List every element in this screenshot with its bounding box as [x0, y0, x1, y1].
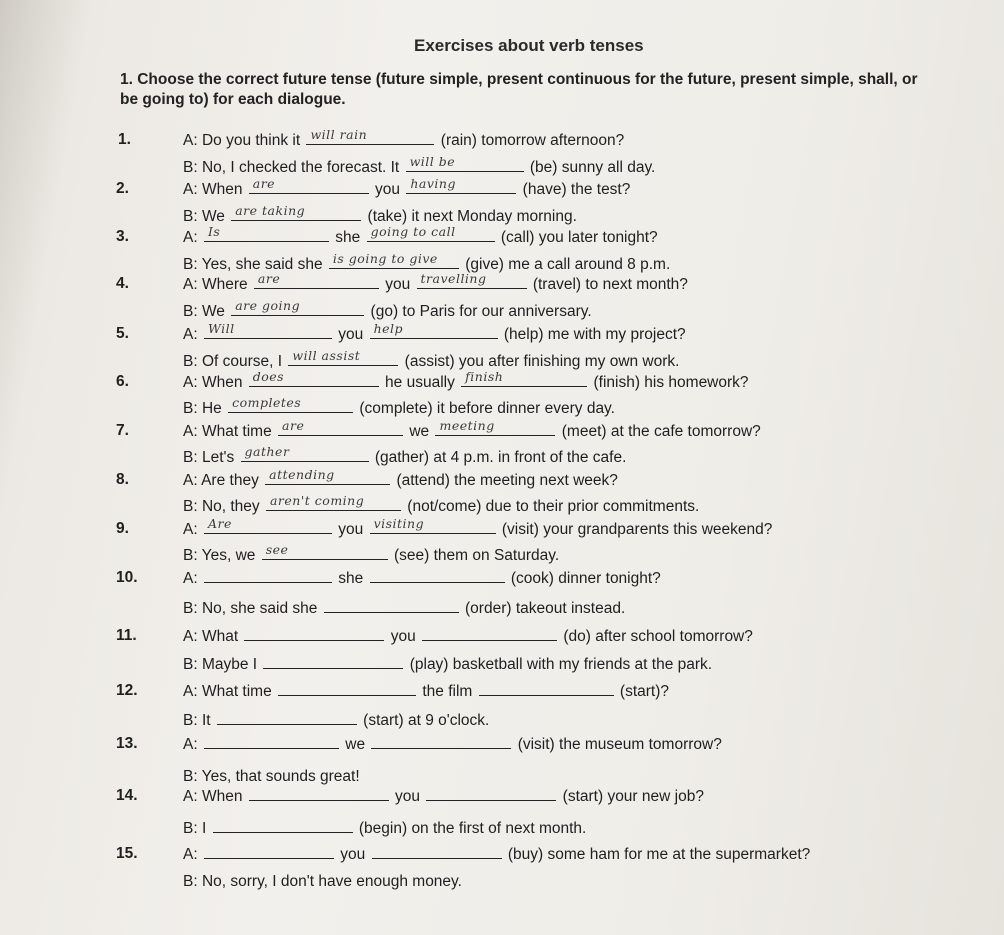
dialogue-line-a: [183, 786, 704, 807]
dialogue-line-a: [183, 467, 618, 491]
dialogue-text: she: [330, 229, 365, 246]
dialogue-text: A: When: [183, 374, 247, 391]
dialogue-text: B: Let's: [183, 449, 239, 466]
dialogue-line-a: [183, 734, 722, 755]
handwritten-answer: going to call: [370, 224, 456, 239]
answer-blank[interactable]: [435, 418, 555, 436]
answer-blank[interactable]: [278, 418, 403, 436]
handwritten-answer: aren't coming: [269, 493, 365, 508]
handwritten-answer: finish: [465, 369, 504, 384]
dialogue-text: A: What time: [183, 683, 277, 700]
dialogue-text: A:: [183, 229, 202, 246]
dialogue-text: (take) it next Monday morning.: [363, 208, 577, 225]
answer-blank[interactable]: [249, 786, 389, 801]
dialogue-line-a: [183, 127, 625, 151]
dialogue-line-a: [183, 516, 773, 540]
answer-blank[interactable]: [461, 369, 587, 387]
dialogue-text: B: No, sorry, I don't have enough money.: [183, 873, 462, 890]
dialogue-text: you: [386, 628, 421, 645]
handwritten-answer: travelling: [420, 271, 487, 286]
dialogue-text: B: He: [183, 400, 227, 417]
dialogue-text: we: [405, 423, 434, 440]
dialogue-text: A:: [183, 326, 202, 343]
dialogue-text: B: Yes, she said she: [183, 256, 327, 273]
dialogue-text: (assist) you after finishing my own work.: [400, 353, 680, 370]
answer-blank[interactable]: [204, 224, 329, 242]
handwritten-answer: help: [373, 321, 404, 336]
dialogue-text: B: Maybe I: [183, 656, 262, 673]
dialogue-line-a: [183, 681, 669, 702]
dialogue-line-b: [183, 767, 360, 787]
handwritten-answer: Is: [207, 224, 221, 239]
answer-blank[interactable]: [204, 321, 332, 339]
page-title: Exercises about verb tenses: [414, 36, 644, 55]
dialogue-text: (begin) on the first of next month.: [354, 820, 587, 837]
dialogue-line-b: [183, 598, 625, 619]
answer-blank[interactable]: [479, 681, 614, 696]
dialogue-text: (gather) at 4 p.m. in front of the cafe.: [370, 449, 627, 466]
answer-blank[interactable]: [265, 467, 390, 485]
answer-blank[interactable]: [204, 516, 332, 534]
dialogue-text: we: [340, 736, 370, 753]
handwritten-answer: having: [410, 176, 456, 191]
dialogue-line-b: [183, 710, 489, 731]
item-number: 13.: [116, 735, 138, 752]
answer-blank[interactable]: [213, 818, 353, 833]
dialogue-text: A: When: [183, 788, 247, 805]
dialogue-text: A:: [183, 736, 202, 753]
dialogue-text: (start) your new job?: [558, 788, 704, 805]
dialogue-text: you: [370, 181, 405, 198]
item-number: 6.: [116, 373, 129, 390]
dialogue-text: A: When: [183, 181, 247, 198]
dialogue-text: (order) takeout instead.: [460, 600, 626, 617]
answer-blank[interactable]: [262, 542, 388, 560]
dialogue-text: (start) at 9 o'clock.: [358, 712, 490, 729]
answer-blank[interactable]: [367, 224, 495, 242]
dialogue-line-a: [183, 369, 749, 393]
dialogue-text: (finish) his homework?: [589, 374, 749, 391]
dialogue-text: (attend) the meeting next week?: [392, 472, 618, 489]
answer-blank[interactable]: [231, 203, 361, 221]
dialogue-text: A: Are they: [183, 472, 264, 489]
dialogue-line-b: [183, 872, 462, 892]
dialogue-text: A: What time: [183, 423, 277, 440]
dialogue-text: (call) you later tonight?: [496, 229, 658, 246]
answer-blank[interactable]: [288, 348, 398, 366]
dialogue-text: A: Where: [183, 276, 252, 293]
dialogue-text: he usually: [380, 374, 460, 391]
answer-blank[interactable]: [249, 176, 369, 194]
answer-blank[interactable]: [204, 734, 339, 749]
dialogue-text: B: We: [183, 303, 230, 320]
answer-blank[interactable]: [406, 154, 524, 172]
dialogue-line-b: [183, 654, 712, 675]
exercise-instruction: 1. Choose the correct future tense (future simple, present continuous for the future, present simple, shall, or be going to) for each dialogue.: [120, 71, 918, 108]
dialogue-text: (start)?: [615, 683, 670, 700]
answer-blank[interactable]: [278, 681, 416, 696]
dialogue-text: (see) them on Saturday.: [389, 547, 560, 564]
dialogue-text: you: [390, 788, 425, 805]
dialogue-text: B: Yes, that sounds great!: [183, 768, 360, 785]
dialogue-text: (visit) the museum tomorrow?: [513, 736, 722, 753]
answer-blank[interactable]: [263, 654, 403, 669]
answer-blank[interactable]: [370, 516, 496, 534]
dialogue-text: (meet) at the cafe tomorrow?: [557, 423, 761, 440]
dialogue-line-b: [183, 542, 560, 566]
answer-blank[interactable]: [228, 395, 353, 413]
dialogue-text: (help) me with my project?: [499, 326, 686, 343]
handwritten-answer: are: [252, 176, 276, 191]
answer-blank[interactable]: [426, 786, 556, 801]
answer-blank[interactable]: [370, 321, 498, 339]
handwritten-answer: are: [257, 271, 281, 286]
dialogue-text: B: I: [183, 820, 211, 837]
answer-blank[interactable]: [231, 298, 364, 316]
dialogue-text: B: We: [183, 208, 230, 225]
dialogue-line-b: [183, 818, 586, 839]
item-number: 12.: [116, 682, 138, 699]
handwritten-answer: Will: [207, 321, 235, 336]
answer-blank[interactable]: [306, 127, 434, 145]
answer-blank[interactable]: [324, 598, 459, 613]
handwritten-answer: see: [265, 542, 289, 557]
dialogue-text: (travel) to next month?: [528, 276, 688, 293]
handwritten-answer: does: [252, 369, 285, 384]
item-number: 15.: [116, 845, 138, 862]
item-number: 5.: [116, 325, 129, 342]
dialogue-text: (visit) your grandparents this weekend?: [497, 521, 773, 538]
dialogue-text: (cook) dinner tonight?: [506, 570, 661, 587]
dialogue-text: you: [380, 276, 415, 293]
answer-blank[interactable]: [244, 626, 384, 641]
dialogue-text: A:: [183, 846, 202, 863]
answer-blank[interactable]: [417, 271, 527, 289]
answer-blank[interactable]: [266, 493, 401, 511]
dialogue-text: (do) after school tomorrow?: [559, 628, 753, 645]
dialogue-text: A:: [183, 570, 202, 587]
item-number: 7.: [116, 422, 129, 439]
dialogue-text: B: It: [183, 712, 215, 729]
dialogue-text: (buy) some ham for me at the supermarket?: [503, 846, 811, 863]
answer-blank[interactable]: [204, 568, 332, 583]
item-number: 8.: [116, 471, 129, 488]
dialogue-text: (not/come) due to their prior commitments.: [402, 498, 700, 515]
dialogue-text: (be) sunny all day.: [525, 159, 656, 176]
item-number: 3.: [116, 228, 129, 245]
item-number: 4.: [116, 275, 129, 292]
dialogue-text: B: No, they: [183, 498, 264, 515]
handwritten-answer: are taking: [235, 203, 306, 218]
dialogue-line-b: [183, 493, 700, 517]
dialogue-text: (go) to Paris for our anniversary.: [366, 303, 592, 320]
handwritten-answer: gather: [244, 444, 290, 459]
answer-blank[interactable]: [329, 251, 459, 269]
dialogue-line-a: [183, 224, 658, 248]
dialogue-text: B: Of course, I: [183, 353, 287, 370]
dialogue-text: you: [335, 846, 370, 863]
handwritten-answer: will be: [409, 154, 456, 169]
dialogue-text: (give) me a call around 8 p.m.: [460, 256, 671, 273]
answer-blank[interactable]: [254, 271, 379, 289]
answer-blank[interactable]: [406, 176, 516, 194]
answer-blank[interactable]: [370, 568, 505, 583]
dialogue-text: you: [333, 326, 368, 343]
dialogue-line-b: [183, 395, 615, 419]
item-number: 14.: [116, 787, 138, 804]
dialogue-text: (rain) tomorrow afternoon?: [436, 132, 625, 149]
handwritten-answer: is going to give: [332, 251, 438, 266]
handwritten-answer: completes: [232, 395, 302, 410]
handwritten-answer: meeting: [439, 418, 495, 433]
dialogue-text: (have) the test?: [518, 181, 631, 198]
item-number: 1.: [118, 131, 131, 148]
handwritten-answer: are: [282, 418, 305, 433]
dialogue-text: A: Do you think it: [183, 132, 305, 149]
dialogue-line-a: [183, 844, 810, 865]
item-number: 11.: [116, 627, 137, 644]
answer-blank[interactable]: [241, 444, 369, 462]
dialogue-text: she: [333, 570, 368, 587]
handwritten-answer: visiting: [373, 516, 425, 531]
dialogue-text: B: No, she said she: [183, 600, 322, 617]
answer-blank[interactable]: [371, 734, 511, 749]
item-number: 10.: [116, 569, 138, 586]
dialogue-text: A:: [183, 521, 202, 538]
item-number: 9.: [116, 520, 129, 537]
answer-blank[interactable]: [249, 369, 379, 387]
handwritten-answer: will rain: [310, 127, 368, 142]
handwritten-answer: attending: [269, 467, 335, 482]
dialogue-line-a: [183, 418, 761, 442]
answer-blank[interactable]: [422, 626, 557, 641]
dialogue-text: (play) basketball with my friends at the park.: [405, 656, 713, 673]
dialogue-line-a: [183, 626, 753, 647]
dialogue-line-a: [183, 321, 686, 345]
dialogue-text: (complete) it before dinner every day.: [355, 400, 615, 417]
dialogue-text: the film: [418, 683, 477, 700]
handwritten-answer: will assist: [292, 348, 361, 363]
dialogue-text: B: Yes, we: [183, 547, 260, 564]
dialogue-text: you: [333, 521, 368, 538]
handwritten-answer: are going: [235, 298, 301, 313]
dialogue-line-a: [183, 271, 688, 295]
handwritten-answer: Are: [207, 516, 232, 531]
answer-blank[interactable]: [372, 844, 502, 859]
dialogue-text: B: No, I checked the forecast. It: [183, 159, 404, 176]
dialogue-text: A: What: [183, 628, 243, 645]
item-number: 2.: [116, 180, 129, 197]
dialogue-line-b: [183, 444, 627, 468]
dialogue-line-a: [183, 176, 631, 200]
answer-blank[interactable]: [217, 710, 357, 725]
answer-blank[interactable]: [204, 844, 334, 859]
dialogue-line-a: [183, 568, 661, 589]
